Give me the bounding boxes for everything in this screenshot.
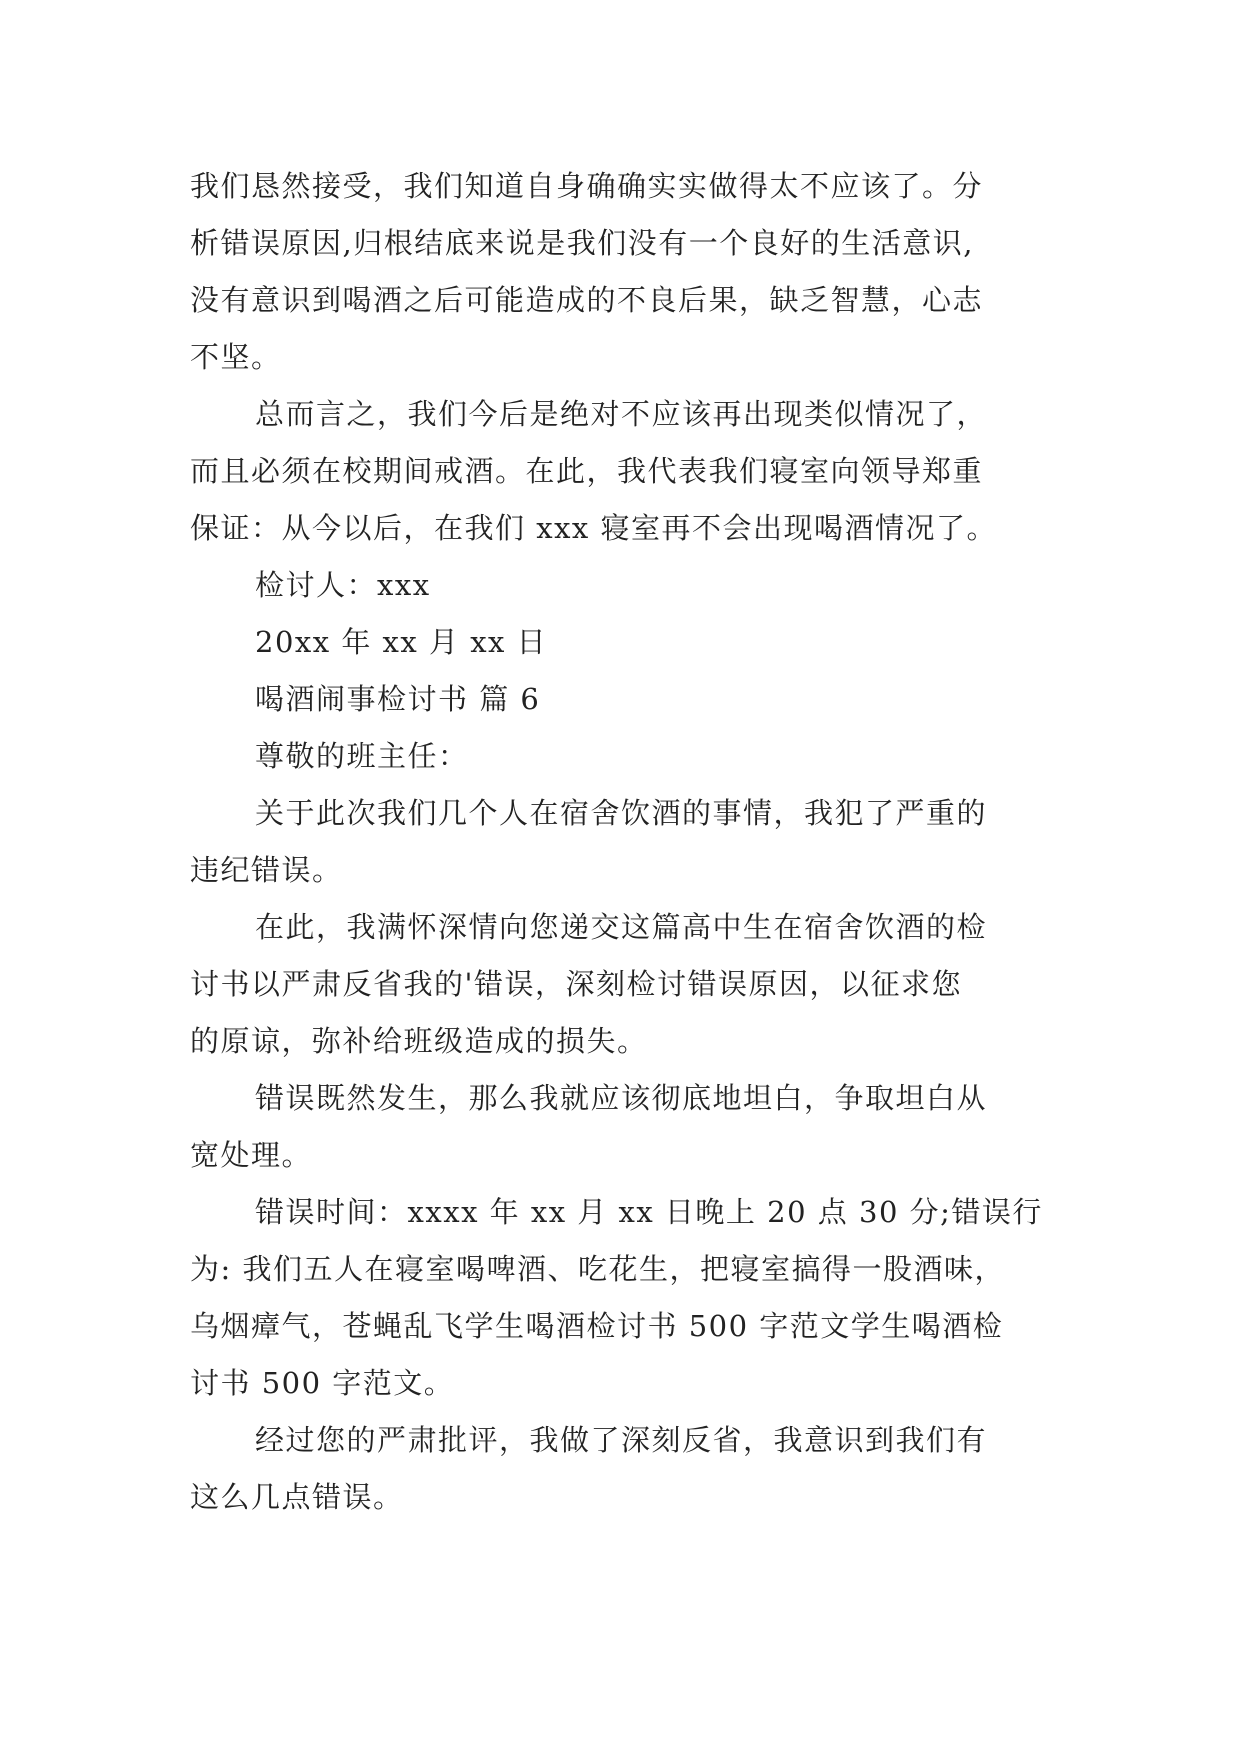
paragraph-start-line: 经过您的严肃批评，我做了深刻反省，我意识到我们有	[255, 1423, 988, 1457]
text-line: 而且必须在校期间戒酒。在此，我代表我们寝室向领导郑重	[190, 454, 984, 488]
date-line: 20xx 年 xx 月 xx 日	[255, 625, 548, 659]
text-line: 的原谅，弥补给班级造成的损失。	[190, 1024, 648, 1058]
text-line: 没有意识到喝酒之后可能造成的不良后果，缺乏智慧，心志	[190, 283, 984, 317]
paragraph-start-line: 关于此次我们几个人在宿舍饮酒的事情，我犯了严重的	[255, 796, 988, 830]
paragraph-start-line: 错误既然发生，那么我就应该彻底地坦白，争取坦白从	[255, 1081, 988, 1115]
text-line: 乌烟瘴气，苍蝇乱飞学生喝酒检讨书 500 字范文学生喝酒检	[190, 1309, 1004, 1343]
paragraph-start-line: 总而言之，我们今后是绝对不应该再出现类似情况了，	[255, 397, 988, 431]
text-line: 析错误原因,归根结底来说是我们没有一个良好的生活意识,	[190, 226, 974, 260]
text-line: 为: 我们五人在寝室喝啤酒、吃花生，把寝室搞得一股酒味，	[190, 1252, 1005, 1286]
text-line: 讨书以严肃反省我的'错误，深刻检讨错误原因，以征求您	[190, 967, 962, 1001]
salutation: 尊敬的班主任：	[255, 739, 469, 773]
text-line: 讨书 500 字范文。	[190, 1366, 455, 1400]
text-line: 这么几点错误。	[190, 1480, 404, 1514]
text-line: 保证：从今以后，在我们 xxx 寝室再不会出现喝酒情况了。	[190, 511, 998, 545]
text-line: 我们恳然接受，我们知道自身确确实实做得太不应该了。分	[190, 169, 984, 203]
text-line: 不坚。	[190, 340, 282, 374]
text-line: 宽处理。	[190, 1138, 313, 1172]
paragraph-start-line: 错误时间：xxxx 年 xx 月 xx 日晚上 20 点 30 分;错误行	[255, 1195, 1043, 1229]
paragraph-start-line: 在此，我满怀深情向您递交这篇高中生在宿舍饮酒的检	[255, 910, 988, 944]
text-line: 违纪错误。	[190, 853, 343, 887]
section-title: 喝酒闹事检讨书 篇 6	[255, 682, 541, 716]
reviewer-line: 检讨人：xxx	[255, 568, 431, 602]
